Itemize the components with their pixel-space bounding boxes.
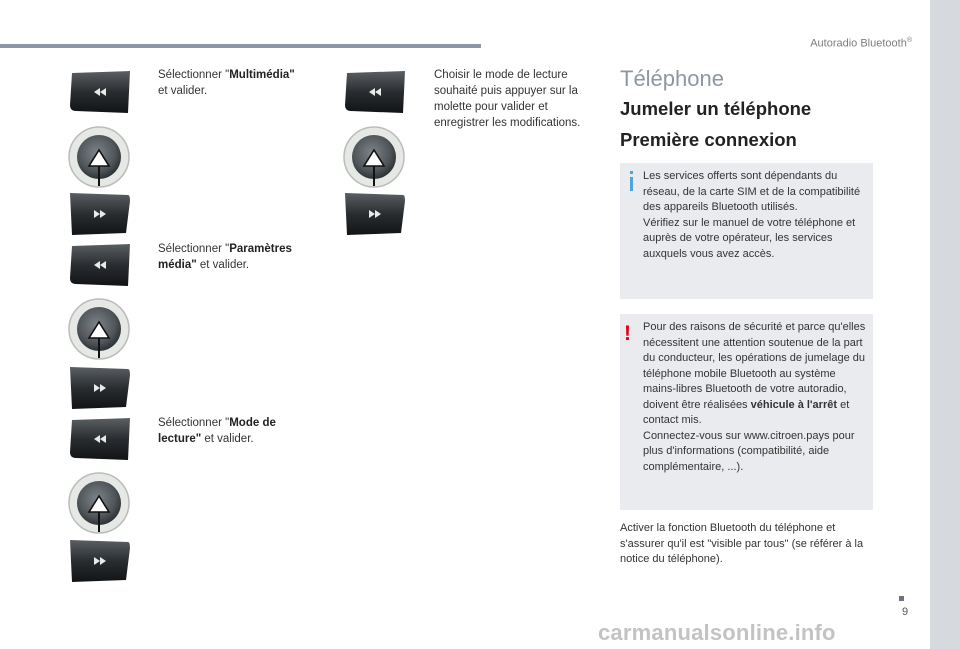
header-rule xyxy=(0,44,481,48)
rewind-button-icon xyxy=(70,418,130,460)
warning-line-2: Connectez-vous sur www.citroen.pays pour plus d'informations (compatibilité, aide complémentaire, ...). xyxy=(643,429,855,473)
info-icon xyxy=(630,177,633,191)
rewind-button-icon xyxy=(70,71,130,113)
section-title: Téléphone xyxy=(620,66,724,91)
info-icon xyxy=(630,171,633,174)
running-header-title: Autoradio Bluetooth xyxy=(810,37,907,50)
warning-text xyxy=(643,320,869,475)
rewind-button-icon xyxy=(345,71,405,113)
instruction-choose-playback-mode: Choisir le mode de lecture souhaité puis appuyer sur la molette pour valider et enregistrer les modifications. xyxy=(434,69,581,129)
bluetooth-instruction: Activer la fonction Bluetooth du téléphone et s'assurer qu'il est "visible par tous" (se référer à la notice du téléphone). xyxy=(620,522,864,565)
instruction-select-playback-mode xyxy=(158,415,308,447)
instruction-suffix: et valider. xyxy=(196,259,250,271)
info-line-2: Vérifiez sur le manuel de votre téléphone et auprès de votre opérateur, les services auxquels vous avez accès. xyxy=(643,216,856,260)
warning-icon: ! xyxy=(624,322,631,345)
instruction-suffix: et valider. xyxy=(201,433,254,445)
warning-text-before: Pour des raisons de sécurité et parce qu'elles nécessitent une attention soutenue de la part du conducteur, les opérations de jumelage du téléphone mobile Bluetooth au système mains-libres Bluetooth de votre autoradio, doivent être réalisées xyxy=(643,321,866,411)
info-text xyxy=(643,169,869,262)
instruction-select-media-settings xyxy=(158,241,308,273)
instruction-prefix: Sélectionner " xyxy=(158,243,230,255)
fast-forward-button-icon xyxy=(70,540,130,582)
fast-forward-button-icon xyxy=(345,193,405,235)
warning-text-bold: véhicule à l'arrêt xyxy=(750,398,838,411)
rewind-button-icon xyxy=(70,244,130,286)
instruction-bold: Multimédia" xyxy=(229,69,295,81)
fast-forward-button-icon xyxy=(70,367,130,409)
side-rail xyxy=(930,0,960,649)
section-subsubtitle: Première connexion xyxy=(620,129,797,150)
instruction-bold: Mode de lecture" xyxy=(158,417,276,445)
registered-mark: ® xyxy=(906,37,912,44)
page-marker xyxy=(899,596,904,601)
warning-box xyxy=(620,314,873,510)
rotary-knob-press-icon xyxy=(343,126,405,188)
info-line-1: Les services offerts sont dépendants du réseau, de la carte SIM et de la compatibilité des appareils Bluetooth utilisés. xyxy=(643,170,861,213)
page-number: 9 xyxy=(902,606,909,618)
fast-forward-button-icon xyxy=(70,193,130,235)
info-box xyxy=(620,163,873,299)
rotary-knob-press-icon xyxy=(68,472,130,534)
section-subtitle: Jumeler un téléphone xyxy=(620,98,812,119)
watermark: carmanualsonline.info xyxy=(598,620,836,645)
instruction-prefix: Sélectionner " xyxy=(158,69,230,81)
warning-text-after: et contact mis. xyxy=(643,398,850,426)
rotary-knob-press-icon xyxy=(68,298,130,360)
instruction-suffix: et valider. xyxy=(158,85,208,97)
instruction-select-multimedia xyxy=(158,67,310,99)
running-header xyxy=(810,37,912,50)
rotary-knob-press-icon xyxy=(68,126,130,188)
instruction-prefix: Sélectionner " xyxy=(158,417,230,429)
instruction-bold: Paramètres média" xyxy=(158,243,292,271)
